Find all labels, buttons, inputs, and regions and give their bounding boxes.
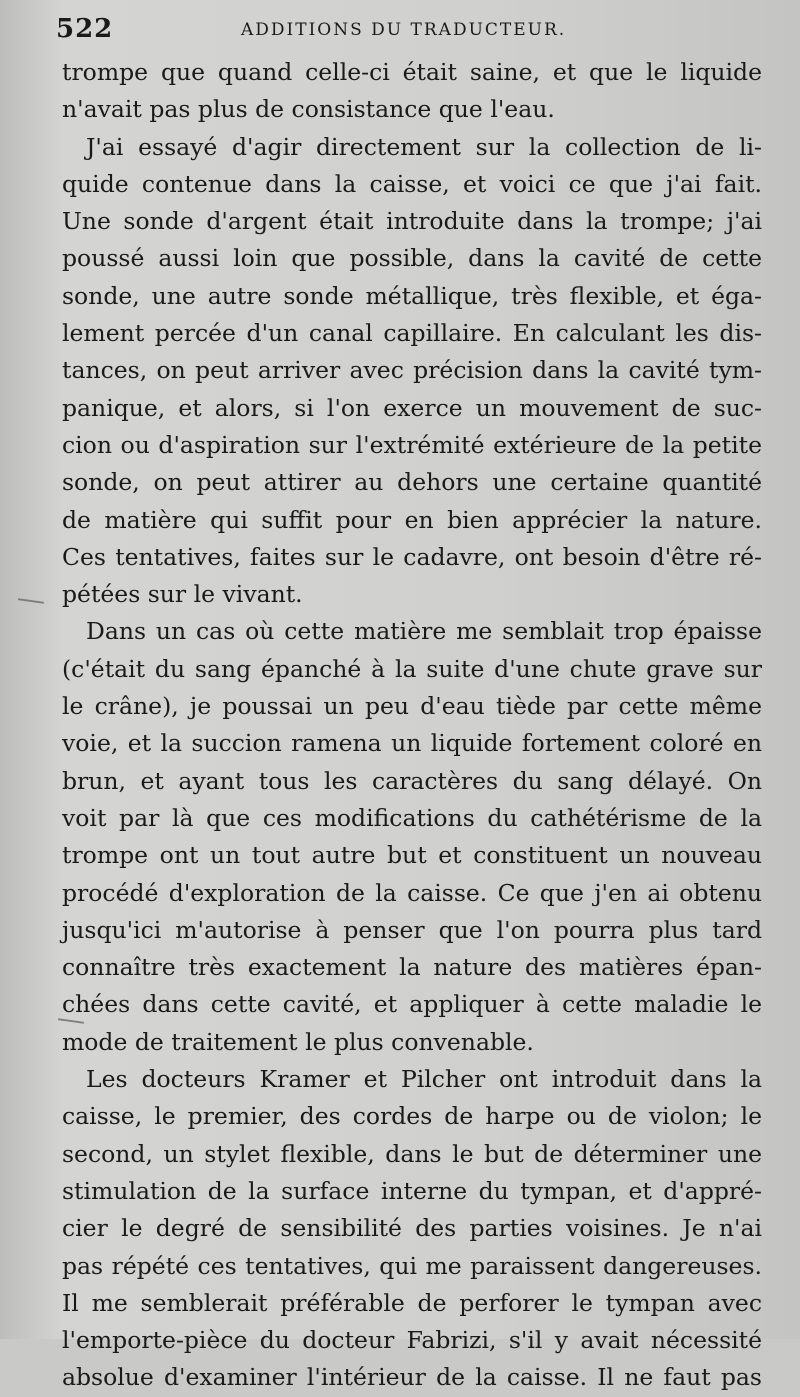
page-number: 522: [56, 14, 114, 44]
text-line: Dans un cas où cette matière me semblait trop épaisse: [86, 617, 762, 646]
text-line: trompe ont un tout autre but et constituent un nouveau: [62, 841, 762, 870]
text-line: absolue d'examiner l'intérieur de la caisse. Il ne faut pas: [62, 1363, 762, 1392]
text-line: l'emporte-pièce du docteur Fabrizi, s'il y avait nécessité: [62, 1326, 762, 1355]
text-line: voit par là que ces modifications du cathétérisme de la: [62, 803, 762, 832]
margin-pencil-mark: [18, 598, 44, 604]
text-line: connaître très exactement la nature des matières épan-: [62, 953, 762, 982]
text-line: cier le degré de sensibilité des parties voisines. Je n'ai: [62, 1214, 762, 1243]
running-head: [56, 14, 756, 50]
text-line: le crâne), je poussai un peu d'eau tiède par cette même: [62, 692, 762, 721]
text-line: second, un stylet flexible, dans le but de déterminer une: [62, 1139, 762, 1168]
text-line: brun, et ayant tous les caractères du sang délayé. On: [62, 766, 762, 795]
text-line: sonde, une autre sonde métallique, très flexible, et éga-: [62, 281, 762, 310]
text-line: sonde, on peut attirer au dehors une certaine quantité: [62, 468, 762, 497]
running-title: ADDITIONS DU TRADUCTEUR.: [241, 20, 567, 40]
text-line: stimulation de la surface interne du tympan, et d'appré-: [62, 1176, 762, 1205]
text-line: mode de traitement le plus convenable.: [62, 1027, 534, 1056]
text-line: procédé d'exploration de la caisse. Ce que j'en ai obtenu: [62, 878, 762, 907]
text-line: voie, et la succion ramena un liquide fortement coloré en: [62, 729, 762, 758]
text-line: Il me semblerait préférable de perforer le tympan avec: [62, 1288, 762, 1317]
text-line: de matière qui suffit pour en bien apprécier la nature.: [62, 505, 762, 534]
text-line: jusqu'ici m'autorise à penser que l'on pourra plus tard: [62, 915, 762, 944]
body-text: [62, 54, 762, 1397]
text-line: pétées sur le vivant.: [62, 580, 303, 609]
text-line: J'ai essayé d'agir directement sur la collection de li-: [86, 132, 762, 161]
text-line: cion ou d'aspiration sur l'extrémité extérieure de la petite: [62, 430, 762, 459]
text-line: lement percée d'un canal capillaire. En calculant les dis-: [62, 319, 762, 348]
text-line: Une sonde d'argent était introduite dans la trompe; j'ai: [62, 207, 762, 236]
text-line: tances, on peut arriver avec précision dans la cavité tym-: [62, 356, 762, 385]
text-line: pas répété ces tentatives, qui me paraissent dangereuses.: [62, 1251, 762, 1280]
text-line: Ces tentatives, faites sur le cadavre, ont besoin d'être ré-: [62, 542, 762, 571]
text-line: caisse, le premier, des cordes de harpe ou de violon; le: [62, 1102, 762, 1131]
text-line: quide contenue dans la caisse, et voici ce que j'ai fait.: [62, 169, 762, 198]
text-line: (c'était du sang épanché à la suite d'une chute grave sur: [62, 654, 762, 683]
text-line: poussé aussi loin que possible, dans la cavité de cette: [62, 244, 762, 273]
text-line: trompe que quand celle-ci était saine, et que le liquide: [62, 58, 762, 86]
text-line: Les docteurs Kramer et Pilcher ont introduit dans la: [86, 1065, 762, 1094]
text-line: chées dans cette cavité, et appliquer à cette maladie le: [62, 990, 762, 1019]
text-line: panique, et alors, si l'on exerce un mouvement de suc-: [62, 393, 762, 422]
text-line: n'avait pas plus de consistance que l'eau.: [62, 95, 555, 124]
